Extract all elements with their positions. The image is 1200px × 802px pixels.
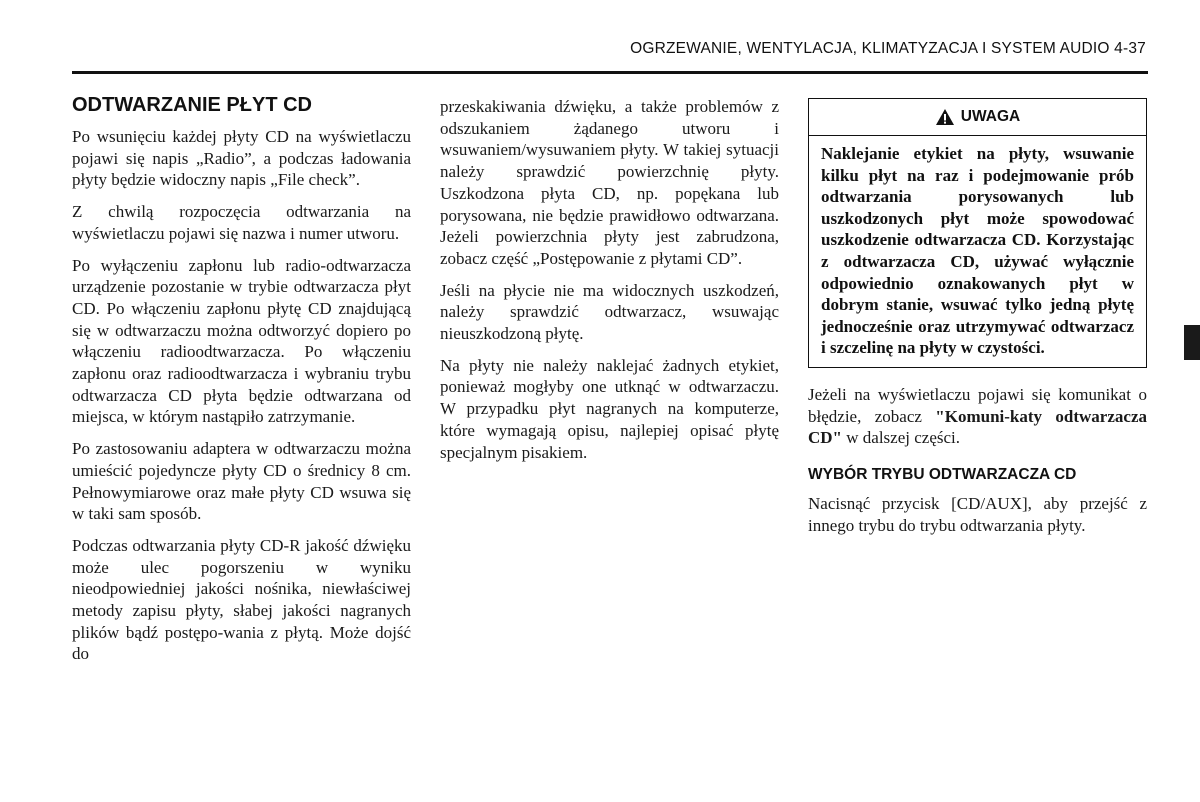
- running-header: OGRZEWANIE, WENTYLACJA, KLIMATYZACJA I SYSTEM AUDIO 4-37: [630, 40, 1146, 57]
- paragraph: Po zastosowaniu adaptera w odtwarzaczu można umieścić pojedyncze płyty CD o średnicy 8 cm. Pełnowymiarowe oraz małe płyty CD wsuwa się w taki sam sposób.: [72, 439, 411, 524]
- error-text-after: w dalszej części.: [842, 428, 960, 448]
- section-tab-marker: [1184, 325, 1200, 360]
- cross-reference: "Komuni-katy odtwarzacza CD": [808, 406, 1147, 448]
- paragraph: Jeśli na płycie nie ma widocznych uszkodzeń, należy sprawdzić odtwarzacz, wsuwając nieuszkodzoną płytę.: [440, 280, 779, 344]
- paragraph: Po wsunięciu każdej płyty CD na wyświetlaczu pojawi się napis „Radio”, a podczas ładowania płyty będzie widoczny napis „File check”.: [72, 127, 411, 190]
- column-left: [72, 92, 411, 675]
- paragraph: Na płyty nie należy naklejać żadnych etykiet, ponieważ mogłyby one utknąć w odtwarzaczu. W przypadku płyt nagranych na komputerze, które wymagają opisu, najlepiej opisać płytę specjalnym pisakiem.: [440, 355, 779, 462]
- header-rule: [72, 71, 1148, 74]
- column-right: [808, 92, 1147, 546]
- warning-header: [809, 99, 1146, 136]
- warning-triangle-icon: [935, 108, 955, 126]
- column-middle: [440, 96, 779, 473]
- warning-title: UWAGA: [960, 108, 1021, 125]
- paragraph: Z chwilą rozpoczęcia odtwarzania na wyświetlaczu pojawi się nazwa i numer utworu.: [72, 202, 411, 243]
- paragraph: Nacisnąć przycisk [CD/AUX], aby przejść z innego trybu do trybu odtwarzania płyty.: [808, 494, 1147, 535]
- paragraph: przeskakiwania dźwięku, a także problemów z odszukaniem żądanego utworu i wsuwaniem/wysuwaniem płyty. W takiej sytuacji należy sprawdzić powierzchnię płyty. Uszkodzona płyta CD, np. popękana lub porysowana, nie będzie prawidłowo odtwarzana. Jeżeli powierzchnia płyty jest zabrudzona, zobacz część „Postępowanie z płytami CD”.: [440, 97, 779, 268]
- paragraph: Po wyłączeniu zapłonu lub radio-odtwarzacza urządzenie pozostanie w trybie odtwarzacza płyt CD. Po włączeniu zapłonu płytę CD znajdującą się w odtwarzaczu można odtworzyć dopiero po włączeniu radioodtwarzacza. Po włączeniu zapłonu oraz radioodtwarzacza i wybraniu trybu odtwarzacza CD płyta będzie odtwarzana od miejsca, w którym nastąpiło zatrzymanie.: [72, 255, 411, 427]
- paragraph: Podczas odtwarzania płyty CD-R jakość dźwięku może ulec pogorszeniu w wyniku nieodpowiedniej jakości nośnika, niewłaściwej metody zapisu płyty, słabej jakości nagranych plików bądź postępo-wania z płytą. Może dojść do: [72, 535, 411, 664]
- warning-box: [808, 98, 1147, 368]
- paragraph: [808, 384, 1147, 449]
- warning-text: Naklejanie etykiet na płyty, wsuwanie kilku płyt na raz i podejmowanie prób odtwarzania porysowanych lub uszkodzonych płyt może spowodować uszkodzenie odtwarzacza CD. Korzystając z odtwarzacza CD, używać wyłącznie odpowiednio oznakowanych płyt w dobrym stanie, wsuwać tylko jedną płytę jednocześnie oraz utrzymywać odtwarzacz i szczelinę na płyty w czystości.: [821, 144, 1134, 358]
- error-text-before: Jeżeli na wyświetlaczu pojawi się komunikat o błędzie, zobacz: [808, 384, 1147, 426]
- subsection-heading: WYBÓR TRYBU ODTWARZACZA CD: [808, 466, 1077, 484]
- section-heading: ODTWARZANIE PŁYT CD: [72, 94, 312, 116]
